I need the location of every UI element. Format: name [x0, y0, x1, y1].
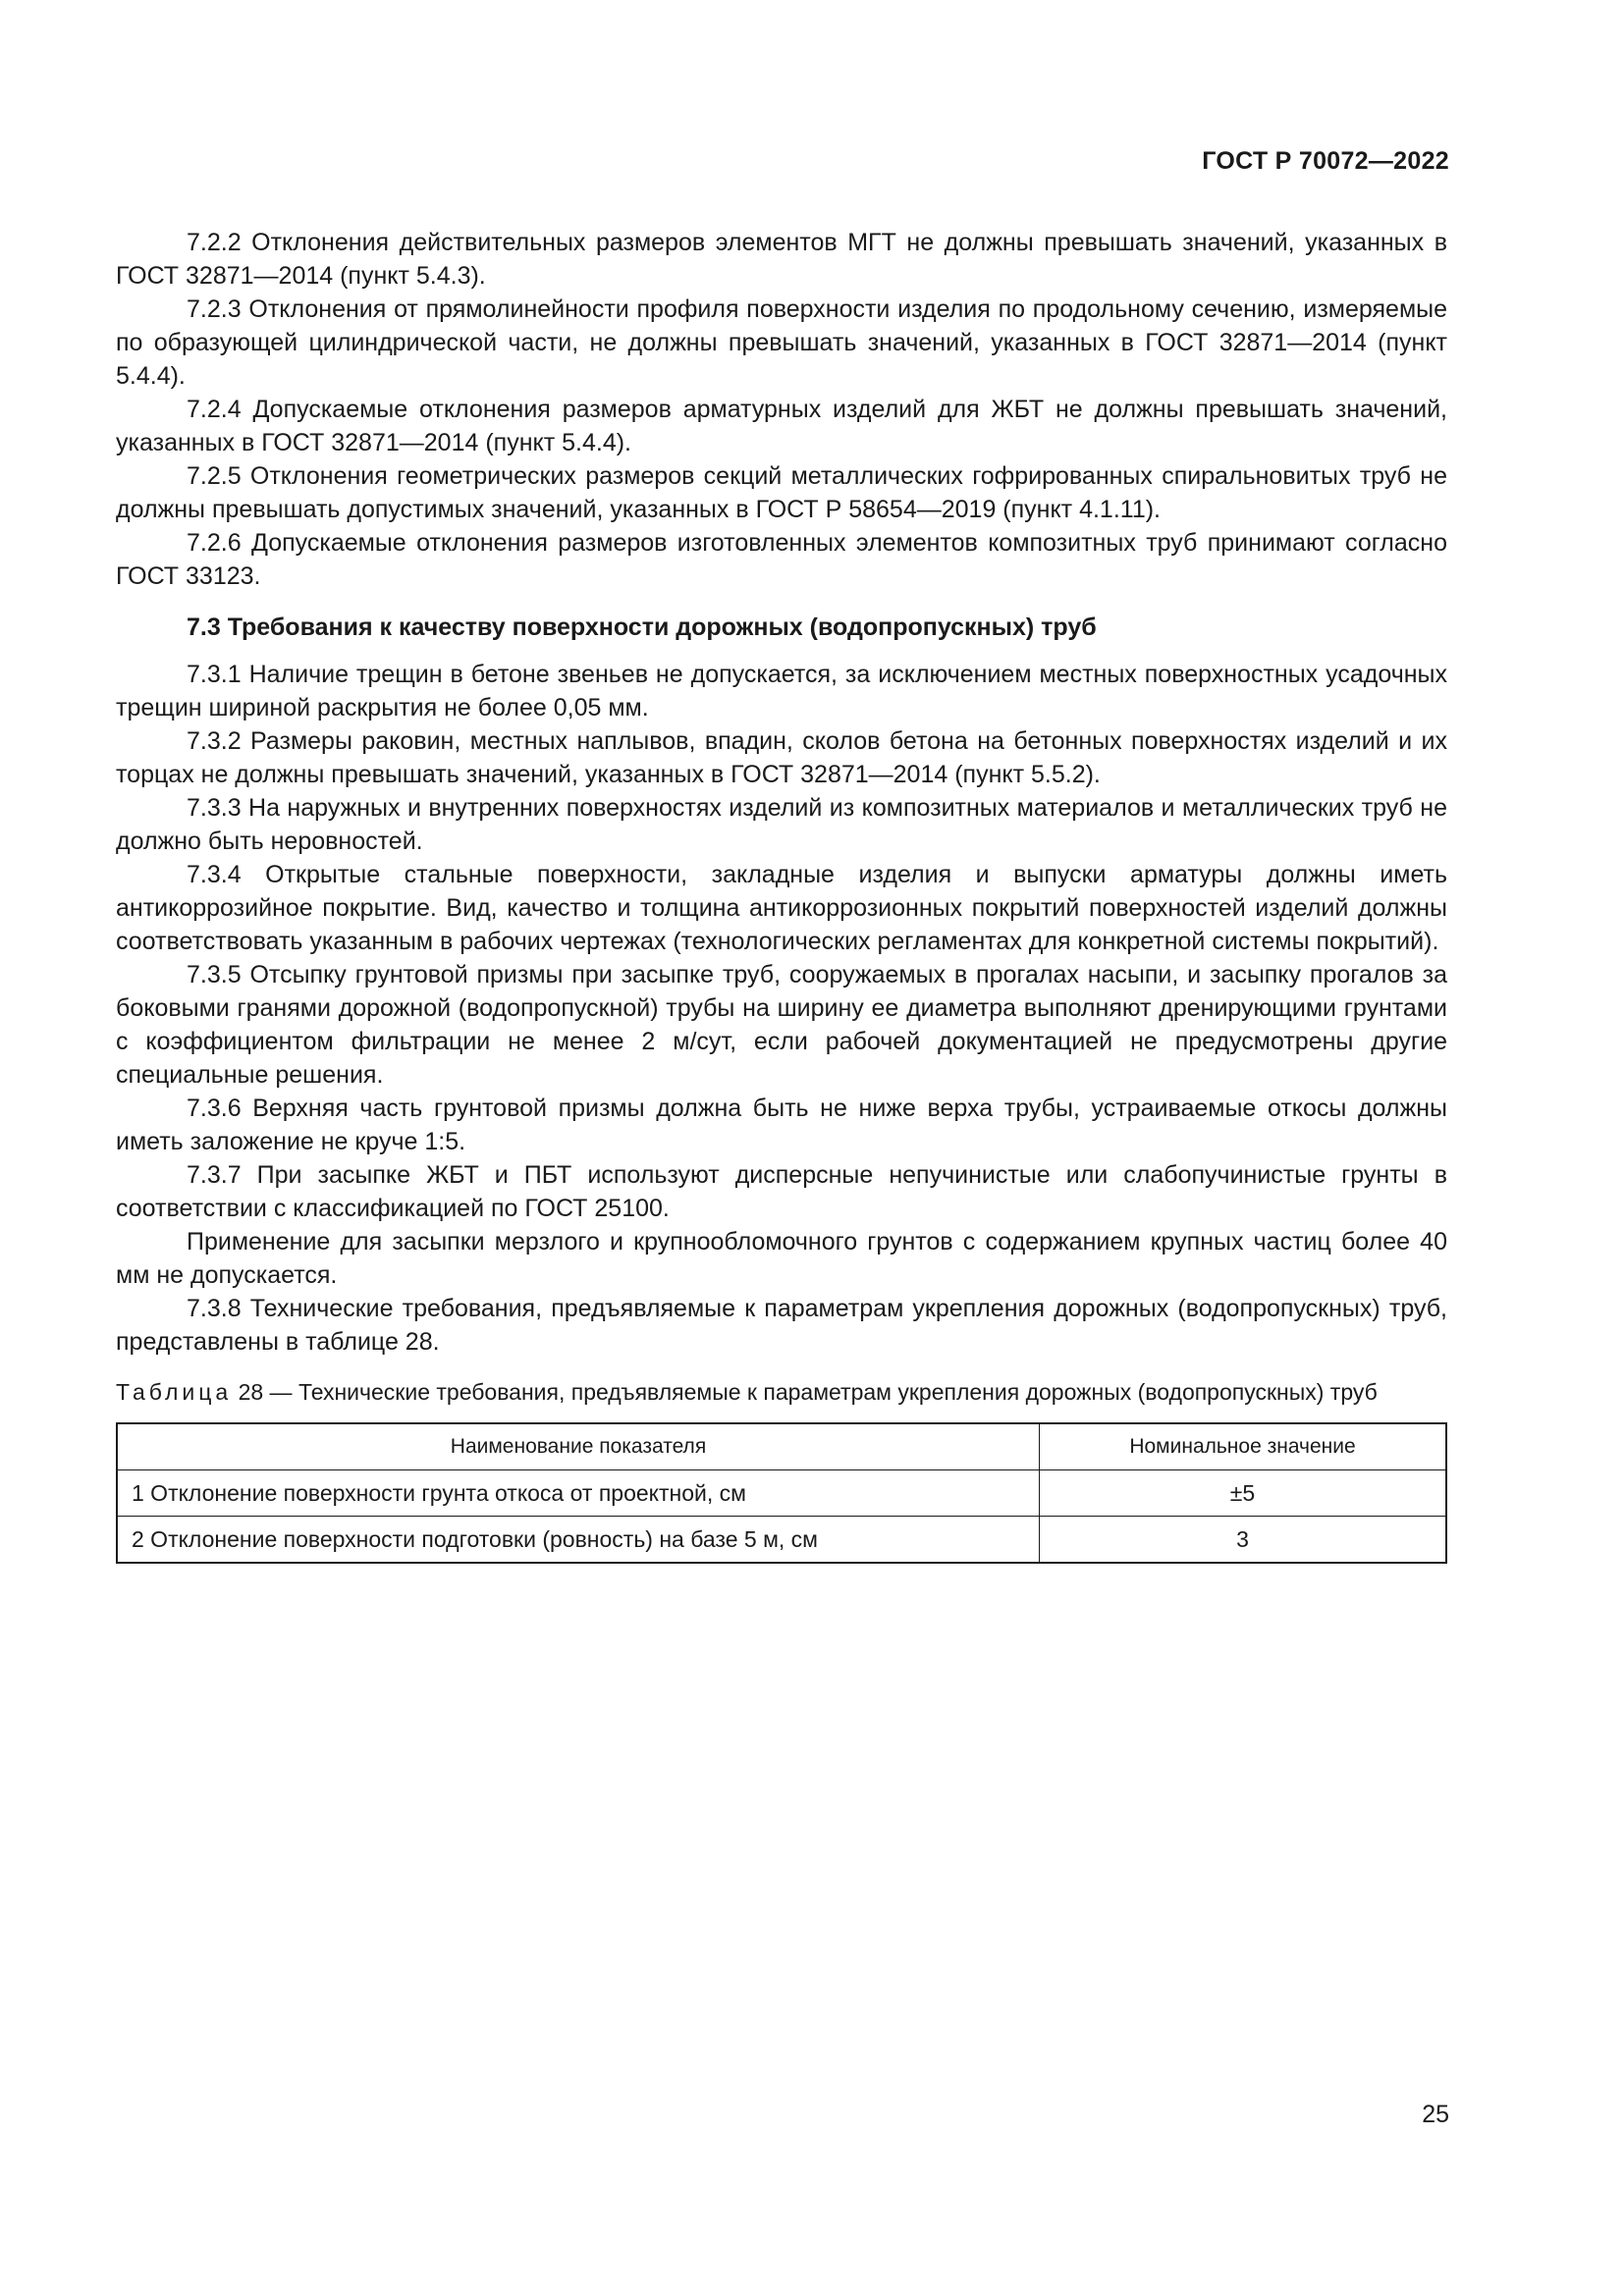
paragraph-7-3-1: 7.3.1 Наличие трещин в бетоне звеньев не допускается, за исключением местных поверхностных усадочных трещин шириной раскрытия не более 0,05 мм.: [116, 661, 1447, 721]
table-caption-label: Таблица: [116, 1379, 233, 1405]
paragraph-7-3-5: 7.3.5 Отсыпку грунтовой призмы при засыпке труб, сооружаемых в прогалах насыпи, и засыпку прогалов за боковыми гранями дорожной (водопропускной) трубы на ширину ее диаметра выполняют дренирующими грунтами с коэффициентом фильтрации не менее 2 м/сут, если рабочей документацией не предусмотрены другие специальные решения.: [116, 961, 1447, 1089]
paragraph-7-2-2: 7.2.2 Отклонения действительных размеров элементов МГТ не должны превышать значений, указанных в ГОСТ 32871—2014 (пункт 5.4.3).: [116, 229, 1447, 290]
paragraph-7-3-3: 7.3.3 На наружных и внутренних поверхностях изделий из композитных материалов и металлических труб не должно быть неровностей.: [116, 794, 1447, 855]
table-caption: [116, 1376, 1447, 1409]
section-heading-7-3: 7.3 Требования к качеству поверхности дорожных (водопропускных) труб: [187, 614, 1097, 641]
paragraph-7-3-7-note: Применение для засыпки мерзлого и крупнообломочного грунтов с содержанием крупных частиц более 40 мм не допускается.: [116, 1228, 1447, 1289]
table-header-row: [117, 1423, 1446, 1470]
table-cell-name: 2 Отклонение поверхности подготовки (ровность) на базе 5 м, см: [117, 1517, 1040, 1564]
table-cell-value: 3: [1040, 1517, 1447, 1564]
requirements-table: [116, 1422, 1447, 1564]
table-row: [117, 1470, 1446, 1517]
paragraph-7-3-6: 7.3.6 Верхняя часть грунтовой призмы должна быть не ниже верха трубы, устраиваемые откосы должны иметь заложение не круче 1:5.: [116, 1095, 1447, 1155]
paragraph-7-3-7: 7.3.7 При засыпке ЖБТ и ПБТ используют дисперсные непучинистые или слабопучинистые грунты в соответствии с классификацией по ГОСТ 25100.: [116, 1161, 1447, 1222]
paragraph-7-2-3: 7.2.3 Отклонения от прямолинейности профиля поверхности изделия по продольному сечению, измеряемые по образующей цилиндрической части, не должны превышать значений, указанных в ГОСТ 32871—2014 (пункт 5.4.4).: [116, 295, 1447, 390]
paragraph-7-3-8: 7.3.8 Технические требования, предъявляемые к параметрам укрепления дорожных (водопропускных) труб, представлены в таблице 28.: [116, 1295, 1447, 1356]
paragraph-7-2-6: 7.2.6 Допускаемые отклонения размеров изготовленных элементов композитных труб принимают согласно ГОСТ 33123.: [116, 529, 1447, 590]
table-caption-text: 28 — Технические требования, предъявляемые к параметрам укрепления дорожных (водопропускных) труб: [232, 1379, 1378, 1405]
table-cell-name: 1 Отклонение поверхности грунта откоса от проектной, см: [117, 1470, 1040, 1517]
paragraph-7-2-4: 7.2.4 Допускаемые отклонения размеров арматурных изделий для ЖБТ не должны превышать значений, указанных в ГОСТ 32871—2014 (пункт 5.4.4).: [116, 396, 1447, 456]
paragraph-7-2-5: 7.2.5 Отклонения геометрических размеров секций металлических гофрированных спиральновитых труб не должны превышать допустимых значений, указанных в ГОСТ Р 58654—2019 (пункт 4.1.11).: [116, 462, 1447, 523]
table-cell-value: ±5: [1040, 1470, 1447, 1517]
page-number: 25: [1422, 2101, 1449, 2128]
table-row: [117, 1517, 1446, 1564]
column-header-name: Наименование показателя: [117, 1423, 1040, 1470]
paragraph-7-3-4: 7.3.4 Открытые стальные поверхности, закладные изделия и выпуски арматуры должны иметь антикоррозийное покрытие. Вид, качество и толщина антикоррозионных покрытий поверхностей изделий должны соответствовать указанным в рабочих чертежах (технологических регламентах для конкретной системы покрытий).: [116, 861, 1447, 955]
document-code: ГОСТ Р 70072—2022: [1202, 147, 1449, 175]
column-header-value: Номинальное значение: [1040, 1423, 1447, 1470]
document-body: [116, 226, 1447, 1564]
paragraph-7-3-2: 7.3.2 Размеры раковин, местных наплывов, впадин, сколов бетона на бетонных поверхностях изделий и их торцах не должны превышать значений, указанных в ГОСТ 32871—2014 (пункт 5.5.2).: [116, 727, 1447, 788]
